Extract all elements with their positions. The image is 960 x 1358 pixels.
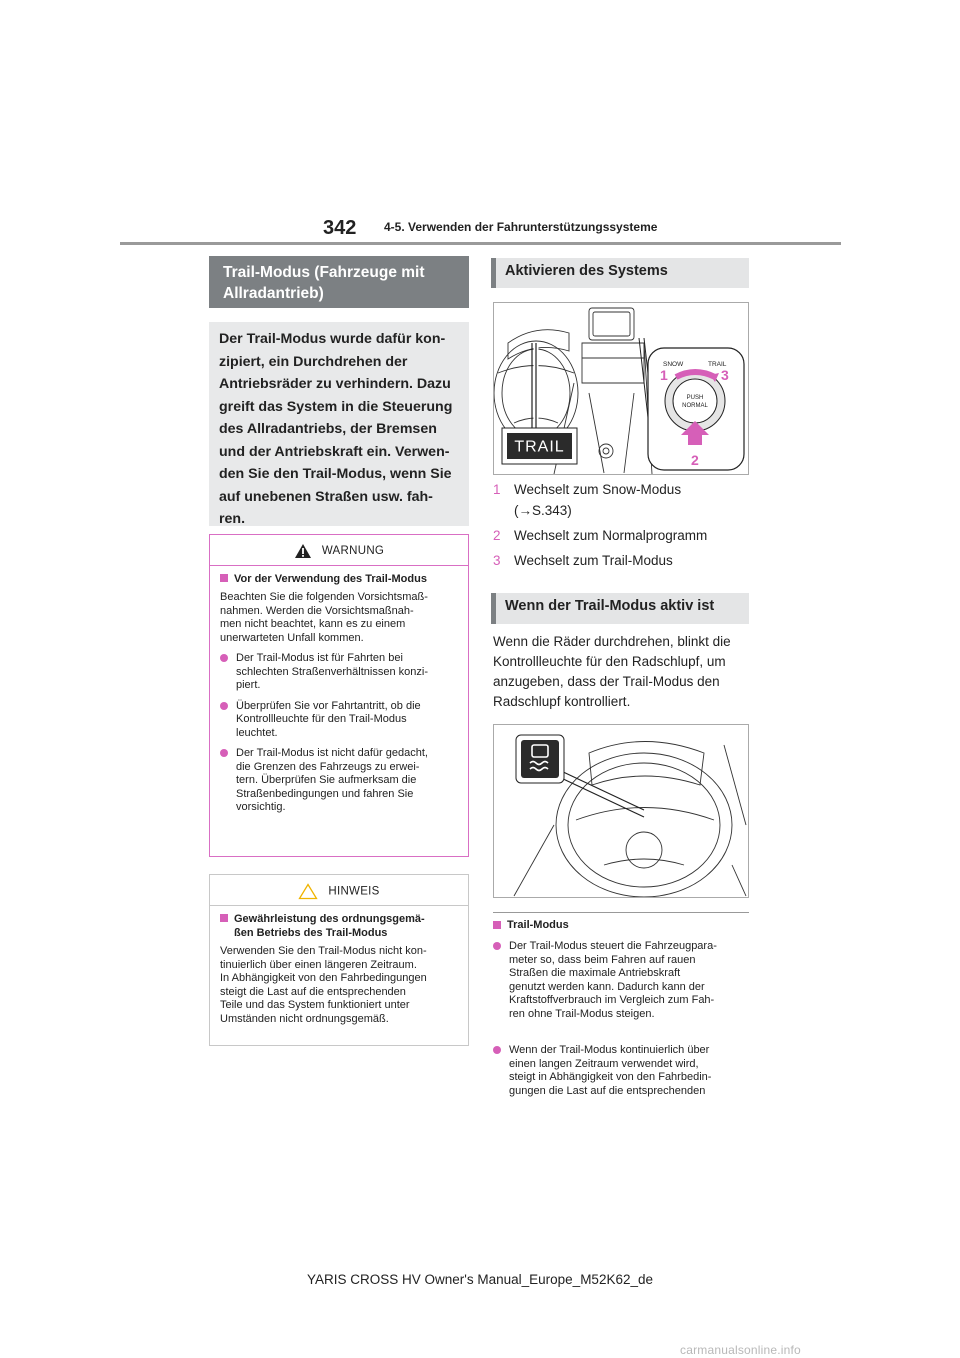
circle-bullet-icon (220, 654, 228, 662)
manual-footer: YARIS CROSS HV Owner's Manual_Europe_M52K62_de (307, 1272, 653, 1287)
warning-bullet-text: Der Trail-Modus ist für Fahrten bei schlechten Straßenverhältnissen konzi- piert. (236, 652, 428, 691)
step-3 (493, 551, 673, 571)
callout-2: 2 (691, 452, 699, 468)
trail-switch-figure (493, 302, 749, 475)
snow-label: SNOW (663, 361, 684, 368)
section-rule (493, 912, 749, 913)
hinweis-divider (210, 905, 468, 906)
intro-box (209, 322, 469, 526)
caution-icon (298, 883, 318, 900)
step-1-ref: (→S.343) (514, 503, 572, 518)
trail-label: TRAIL (514, 438, 565, 456)
activate-system-heading: Aktivieren des Systems (491, 258, 749, 288)
intro-text: Der Trail-Modus wurde dafür kon- zipiert, ein Durchdrehen der Antriebsräder zu verhindern. Dazu greift das System in die Steuerung des Allradantriebs, der Bremsen und der Antriebskraft ein. Verwen- den Sie den Trail-Modus, wenn Sie auf unebenen Straßen usw. fah- ren. (219, 331, 453, 527)
page-number: 342 (323, 217, 357, 239)
trail-mode-bullet-text: Wenn der Trail-Modus kontinuierlich über einen langen Zeitraum verwendet wird, steigt in Abhängigkeit von den Fahrbedin- gungen die Last auf die entsprechenden (509, 1044, 712, 1097)
warning-bullet-text: Überprüfen Sie vor Fahrtantritt, ob die Kontrollleuchte für den Trail-Modus leuchtet. (236, 699, 421, 739)
square-bullet-icon (493, 921, 501, 929)
trail-mode-bullet-text: Der Trail-Modus steuert die Fahrzeugpara- meter so, dass beim Fahren auf rauen Straßen die maximale Antriebskraft genutzt werden kann. Dadurch kann der Kraftstoffverbrauch im Vergleich zum Fah- ren ohne Trail-Modus steigen. (509, 940, 717, 1020)
hinweis-subhead-text: Gewährleistung des ordnungsgemä- ßen Betriebs des Trail-Modus (234, 913, 425, 939)
step-number: 3 (493, 553, 501, 568)
trail-mode-subhead-text: Trail-Modus (507, 919, 569, 931)
hinweis-text: Verwenden Sie den Trail-Modus nicht kon- tinuierlich über einen längeren Zeitraum. In Abhängigkeit von den Fahrbedingungen steigt die Last auf die entsprechenden Teile und das System funktioniert unter Umständen nicht ordnungsgemäß. (220, 945, 427, 1025)
warning-bullet-text: Der Trail-Modus ist nicht dafür gedacht, die Grenzen des Fahrzeugs zu erwei- tern. Überprüfen Sie aufmerksam die Straßenbedingungen und fahren Sie vorsichtig. (236, 747, 428, 813)
warning-subhead (220, 572, 458, 586)
watermark: carmanualsonline.info (680, 1343, 801, 1357)
callout-3: 3 (721, 367, 729, 383)
section-title: 4-5. Verwenden der Fahrunterstützungssysteme (384, 220, 658, 234)
square-bullet-icon (220, 914, 228, 922)
step-2 (493, 526, 707, 546)
step-text: Wechselt zum Normalprogramm (514, 528, 708, 543)
cluster-illustration (494, 725, 748, 897)
warning-bullet (220, 652, 458, 693)
circle-bullet-icon (493, 942, 501, 950)
trail-mode-heading: Trail-Modus (Fahrzeuge mit Allradantrieb) (209, 256, 469, 308)
step-text: Wechselt zum Trail-Modus (514, 553, 673, 568)
trail-mode-bullet (493, 1044, 755, 1098)
warning-bullet (220, 747, 458, 815)
dashboard-illustration (494, 303, 748, 474)
normal-label: NORMAL (682, 403, 708, 409)
hinweis-box (209, 874, 469, 1046)
warning-bullet (220, 700, 458, 741)
circle-bullet-icon (220, 702, 228, 710)
square-bullet-icon (220, 574, 228, 582)
step-number: 2 (493, 528, 501, 543)
hinweis-title-row (220, 875, 458, 905)
warning-subhead-text: Vor der Verwendung des Trail-Modus (234, 573, 427, 585)
trail-active-description: Wenn die Räder durchdrehen, blinkt die Kontrollleuchte für den Radschlupf, um anzugeben, dass der Trail-Modus den Radschlupf kontrolliert. (493, 634, 731, 709)
step-number: 1 (493, 482, 501, 497)
circle-bullet-icon (493, 1046, 501, 1054)
step-1 (493, 480, 681, 500)
trail-mode-bullet (493, 940, 755, 1021)
circle-bullet-icon (220, 749, 228, 757)
callout-1: 1 (660, 367, 668, 383)
push-label: PUSH (686, 395, 704, 401)
warning-icon (294, 543, 312, 559)
warning-title: WARNUNG (321, 545, 385, 558)
header-rule (120, 242, 841, 245)
warning-box (209, 534, 469, 857)
warning-title-row (220, 535, 458, 565)
warning-text: Beachten Sie die folgenden Vorsichtsmaß- nahmen. Werden die Vorsichtsmaßnah- men nicht beachtet, kann es zu einem unerwarteten Unfall kommen. (220, 591, 428, 644)
hinweis-title: HINWEIS (328, 885, 380, 898)
slip-indicator-figure (493, 724, 749, 898)
trail-active-heading: Wenn der Trail-Modus aktiv ist (491, 593, 749, 624)
trail-mode-subhead (493, 919, 569, 931)
step-text: Wechselt zum Snow-Modus (514, 482, 682, 497)
hinweis-subhead (220, 912, 458, 940)
trail-small-label: TRAIL (708, 361, 727, 368)
warning-divider (210, 565, 468, 566)
